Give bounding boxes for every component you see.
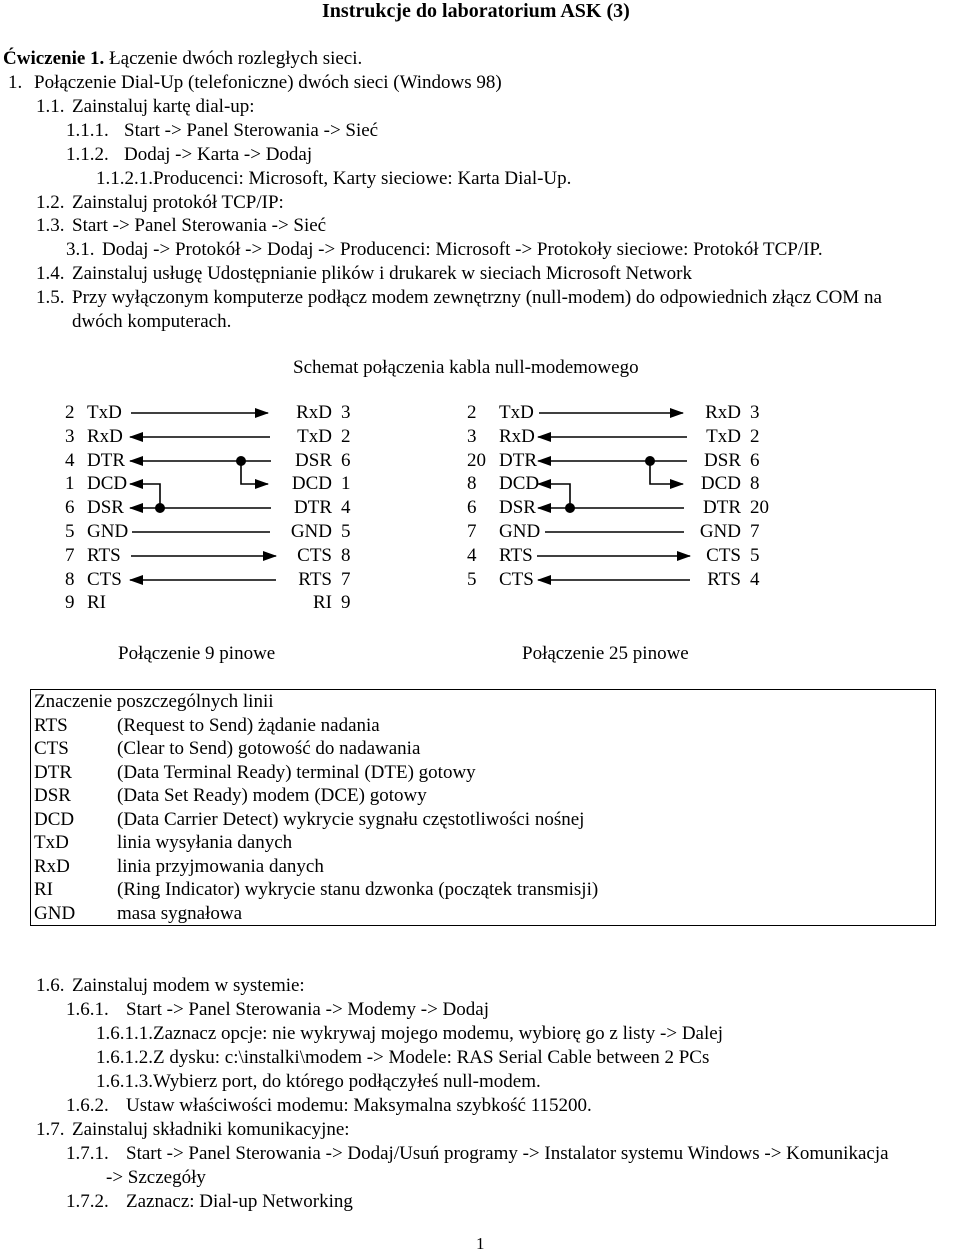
step-1-1-2-1: 1.1.2.1.Producenci: Microsoft, Karty sieciowe: Karta Dial-Up. xyxy=(96,168,572,189)
pin-signal: GND xyxy=(499,521,541,542)
pin-number: 3 xyxy=(65,425,75,447)
pin-signal: GND xyxy=(87,521,129,542)
wire-25-dtr-dcd xyxy=(650,461,683,484)
legend-abbr: DTR xyxy=(34,761,72,783)
pin-signal: DTR xyxy=(87,449,125,471)
pin-signal: DTR xyxy=(703,497,741,519)
legend-row xyxy=(31,831,936,855)
pin-signal: RTS xyxy=(87,544,121,566)
legend-desc: (Clear to Send) gotowość do nadawania xyxy=(117,738,421,759)
pin-number: 8 xyxy=(341,544,351,566)
pin-number: 7 xyxy=(467,521,477,542)
junction-dot xyxy=(565,503,575,513)
pin-number: 3 xyxy=(467,425,477,447)
step-3-1: 3.1. Dodaj -> Protokół -> Dodaj -> Producenci: Microsoft -> Protokoły sieciowe: Protokół TCP/IP. xyxy=(66,239,823,260)
pin-signal: DCD xyxy=(700,473,741,495)
legend-desc: (Data Set Ready) modem (DCE) gotowy xyxy=(117,785,427,806)
step-1: 1. Połączenie Dial-Up (telefoniczne) dwóch sieci (Windows 98) xyxy=(8,72,502,93)
pin-number: 20 xyxy=(750,497,769,519)
pin25-caption: Połączenie 25 pinowe xyxy=(522,643,689,664)
legend-desc: (Data Carrier Detect) wykrycie sygnału częstotliwości nośnej xyxy=(117,808,585,830)
step-1-5-cont: dwóch komputerach. xyxy=(72,311,232,332)
diagram-title: Schemat połączenia kabla null-modemowego xyxy=(293,357,639,378)
pin-number: 7 xyxy=(341,568,351,590)
wire-25-dsr-dcd xyxy=(538,484,570,508)
step-1-7-2: 1.7.2. Zaznacz: Dial-up Networking xyxy=(66,1191,353,1212)
step-1-6-1: 1.6.1. Start -> Panel Sterowania -> Modemy -> Dodaj xyxy=(66,999,489,1020)
signal-legend-table xyxy=(30,689,936,926)
step-1-1-1: 1.1.1. Start -> Panel Sterowania -> Sieć xyxy=(66,120,379,141)
pin-signal: CTS xyxy=(499,568,534,590)
legend-row xyxy=(31,761,936,785)
pin-signal: TxD xyxy=(499,402,534,423)
step-1-7-1-cont: -> Szczegóły xyxy=(106,1167,206,1188)
pin-number: 5 xyxy=(65,521,75,542)
wire-9-dsr-dcd xyxy=(130,484,160,508)
pin-signal: DTR xyxy=(294,497,332,519)
pin-number: 6 xyxy=(341,449,351,471)
pin-signal: GND xyxy=(699,521,741,542)
pin-signal: RxD xyxy=(705,402,741,423)
legend-row xyxy=(31,902,936,926)
legend-title: Znaczenie poszczególnych linii xyxy=(34,691,274,712)
pin-signal: DSR xyxy=(87,497,124,519)
pin-number: 6 xyxy=(467,497,477,519)
pin-signal: DSR xyxy=(295,449,332,471)
junction-dot xyxy=(645,456,655,466)
legend-desc: linia wysyłania danych xyxy=(117,832,293,853)
step-1-7: 1.7. Zainstaluj składniki komunikacyjne: xyxy=(36,1119,350,1140)
pin-signal: DCD xyxy=(87,473,128,495)
step-1-6-1-1: 1.6.1.1.Zaznacz opcje: nie wykrywaj mojego modemu, wybiorę go z listy -> Dalej xyxy=(96,1023,723,1044)
pin-signal: RTS xyxy=(499,544,533,566)
legend-abbr: DSR xyxy=(34,785,71,806)
pin-signal: RTS xyxy=(707,568,741,590)
legend-abbr: DCD xyxy=(34,808,75,830)
legend-abbr: TxD xyxy=(34,832,69,853)
page-header: Instrukcje do laboratorium ASK (3) xyxy=(322,0,630,22)
step-1-6-1-2: 1.6.1.2.Z dysku: c:\instalki\modem -> Modele: RAS Serial Cable between 2 PCs xyxy=(96,1047,710,1068)
page-number: 1 xyxy=(476,1234,485,1253)
step-1-6-2: 1.6.2. Ustaw właściwości modemu: Maksymalna szybkość 115200. xyxy=(66,1095,592,1116)
pin-number: 4 xyxy=(341,497,351,519)
pin-signal: RxD xyxy=(499,425,535,447)
pin-number: 8 xyxy=(750,473,760,495)
pin-number: 9 xyxy=(65,592,75,614)
pin-signal: CTS xyxy=(706,544,741,566)
legend-desc: (Data Terminal Ready) terminal (DTE) gotowy xyxy=(117,761,476,783)
pin-number: 2 xyxy=(750,425,760,447)
step-1-1-2: 1.1.2. Dodaj -> Karta -> Dodaj xyxy=(66,144,313,165)
pin-number: 7 xyxy=(65,544,75,566)
pin-number: 2 xyxy=(467,402,477,423)
pin-number: 8 xyxy=(65,568,75,590)
pin-number: 20 xyxy=(467,449,486,471)
pin-number: 4 xyxy=(467,544,477,566)
pin9-caption: Połączenie 9 pinowe xyxy=(118,643,276,664)
pin-signal: RI xyxy=(313,592,332,614)
pin-signal: DTR xyxy=(499,449,537,471)
wire-9-dtr-dcd xyxy=(241,461,268,484)
pin-signal: RI xyxy=(87,592,106,614)
legend-abbr: RTS xyxy=(34,714,68,736)
legend-abbr: RxD xyxy=(34,855,70,877)
pin-number: 8 xyxy=(467,473,477,495)
legend-abbr: RI xyxy=(34,879,53,900)
legend-row xyxy=(31,855,936,879)
pin-number: 2 xyxy=(65,402,75,423)
pin-number: 6 xyxy=(750,449,760,471)
legend-row xyxy=(31,784,936,808)
pin-number: 3 xyxy=(341,402,351,423)
pin-signal: DCD xyxy=(499,473,540,495)
exercise-name: Łączenie dwóch rozległych sieci. xyxy=(104,48,363,69)
step-1-5: 1.5. Przy wyłączonym komputerze podłącz modem zewnętrzny (null-modem) do odpowiednich złącz COM na xyxy=(36,287,882,308)
step-1-4: 1.4. Zainstaluj usługę Udostępnianie plików i drukarek w sieciach Microsoft Network xyxy=(36,263,692,284)
pin-signal: DSR xyxy=(704,449,741,471)
legend-desc: masa sygnałowa xyxy=(117,902,243,924)
step-1-6-1-3: 1.6.1.3.Wybierz port, do którego podłączyłeś null-modem. xyxy=(96,1071,541,1092)
step-1-2: 1.2. Zainstaluj protokół TCP/IP: xyxy=(36,192,284,213)
pin-number: 5 xyxy=(750,544,760,566)
step-1-3: 1.3. Start -> Panel Sterowania -> Sieć xyxy=(36,215,327,236)
legend-row xyxy=(31,737,936,761)
pin-number: 3 xyxy=(750,402,760,423)
step-1-1: 1.1. Zainstaluj kartę dial-up: xyxy=(36,96,255,117)
pin-number: 5 xyxy=(467,568,477,590)
step-1-6: 1.6. Zainstaluj modem w systemie: xyxy=(36,975,305,996)
junction-dot xyxy=(236,456,246,466)
pin-signal: CTS xyxy=(87,568,122,590)
junction-dot xyxy=(155,503,165,513)
pin-signal: RxD xyxy=(87,425,123,447)
step-1-7-1: 1.7.1. Start -> Panel Sterowania -> Dodaj/Usuń programy -> Instalator systemu Windows -> Komunikacja xyxy=(66,1143,889,1164)
legend-abbr: GND xyxy=(34,902,76,924)
pin-number: 1 xyxy=(341,473,351,495)
legend-row xyxy=(31,714,936,738)
pin-number: 6 xyxy=(65,497,75,519)
pin-signal: TxD xyxy=(297,425,332,447)
legend-abbr: CTS xyxy=(34,738,69,759)
pin-number: 7 xyxy=(750,521,760,542)
pin-signal: TxD xyxy=(87,402,122,423)
pin-signal: RxD xyxy=(296,402,332,423)
pin-signal: GND xyxy=(290,521,332,542)
pin-number: 2 xyxy=(341,425,351,447)
legend-desc: linia przyjmowania danych xyxy=(117,855,324,877)
legend-desc: (Ring Indicator) wykrycie stanu dzwonka (początek transmisji) xyxy=(117,879,599,900)
pin-signal: DCD xyxy=(291,473,332,495)
pin-signal: CTS xyxy=(297,544,332,566)
legend-desc: (Request to Send) żądanie nadania xyxy=(117,714,380,736)
pin-number: 4 xyxy=(65,449,75,471)
pin-number: 4 xyxy=(750,568,760,590)
pin-number: 1 xyxy=(65,473,75,495)
pin-signal: RTS xyxy=(298,568,332,590)
legend-row xyxy=(31,878,936,902)
pin-signal: DSR xyxy=(499,497,536,519)
pin-number: 5 xyxy=(341,521,351,542)
pin-number: 9 xyxy=(341,592,351,614)
exercise-prefix: Ćwiczenie 1. xyxy=(3,48,105,69)
legend-row xyxy=(31,808,936,832)
pin-signal: TxD xyxy=(706,425,741,447)
